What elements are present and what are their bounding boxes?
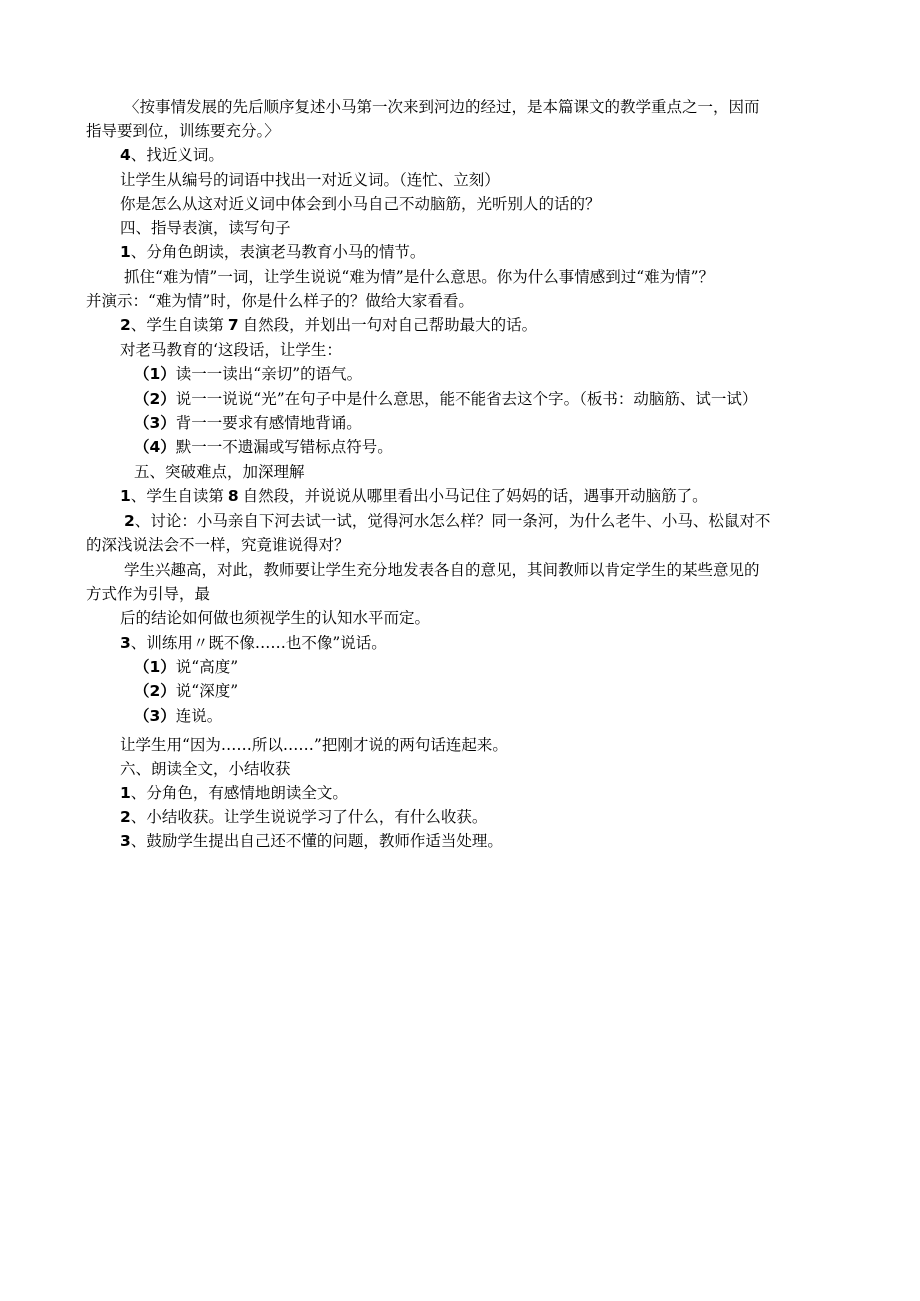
- paragraph-line: 让学生用“因为……所以……”把刚才说的两句话连起来。: [120, 736, 508, 754]
- list-item: （1）说“高度”: [134, 658, 239, 676]
- list-item: 1、分角色朗读，表演老马教育小马的情节。: [120, 243, 426, 261]
- list-item: （3）背一一要求有感情地背诵。: [134, 414, 362, 432]
- list-item: 1、分角色，有感情地朗读全文。: [120, 784, 348, 802]
- list-item: 2、小结收获。让学生说说学习了什么，有什么收获。: [120, 808, 488, 826]
- paragraph-line: 学生兴趣高，对此，教师要让学生充分地发表各自的意见，其间教师以肯定学生的某些意见的: [124, 561, 760, 579]
- paragraph-line: 指导要到位，训练要充分。〉: [86, 122, 280, 140]
- paragraph-line: 并演示：“难为情”时，你是什么样子的？做给大家看看。: [86, 292, 474, 310]
- section-heading: 五、突破难点，加深理解: [134, 463, 305, 481]
- paragraph-line: 方式作为引导，最: [86, 585, 211, 603]
- list-item: （2）说“深度”: [134, 682, 239, 700]
- list-item: 3、鼓励学生提出自己还不懂的问题，教师作适当处理。: [120, 832, 503, 850]
- list-item: （2）说一一说说“光”在句子中是什么意思，能不能省去这个字。（板书：动脑筋、试一试）: [134, 390, 758, 408]
- list-item: 2、讨论：小马亲自下河去试一试，觉得河水怎么样？同一条河，为什么老牛、小马、松鼠对不: [124, 512, 771, 530]
- paragraph-line: 让学生从编号的词语中找出一对近义词。（连忙、立刻）: [120, 171, 500, 189]
- paragraph-line: 你是怎么从这对近义词中体会到小马自己不动脑筋，光听别人的话的？: [120, 195, 601, 213]
- section-heading: 四、指导表演，读写句子: [120, 219, 291, 237]
- list-item: （1）读一一读出“亲切”的语气。: [134, 365, 363, 383]
- list-item: 3、训练用〃既不像……也不像”说话。: [120, 634, 387, 652]
- paragraph-line: 后的结论如何做也须视学生的认知水平而定。: [120, 609, 431, 627]
- section-heading: 六、朗读全文，小结收获: [120, 760, 291, 778]
- list-item: 4、找近义词。: [120, 146, 224, 164]
- list-item: 2、学生自读第 7 自然段，并划出一句对自己帮助最大的话。: [120, 316, 538, 334]
- paragraph-line: 抓住“难为情”一词，让学生说说“难为情”是什么意思。你为什么事情感到过“难为情”？: [124, 268, 715, 286]
- paragraph-line: 对老马教育的‘这段话，让学生：: [120, 341, 342, 359]
- list-item: （3）连说。: [134, 707, 223, 725]
- list-item: （4）默一一不遗漏或写错标点符号。: [134, 438, 393, 456]
- list-item: 1、学生自读第 8 自然段，并说说从哪里看出小马记住了妈妈的话，遇事开动脑筋了。: [120, 487, 708, 505]
- paragraph-line: 〈按事情发展的先后顺序复述小马第一次来到河边的经过，是本篇课文的教学重点之一，因而: [124, 98, 760, 116]
- paragraph-line: 的深浅说法会不一样，究竟谁说得对？: [86, 536, 350, 554]
